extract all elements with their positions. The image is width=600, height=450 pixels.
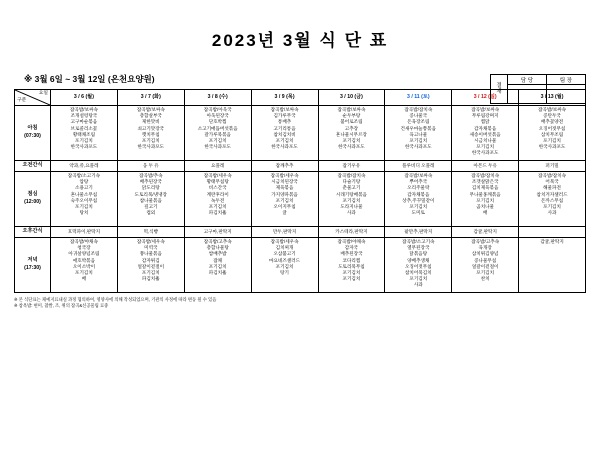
day-header-3: 3 / 9 (목) bbox=[251, 90, 318, 106]
menu-item: 닭도리탕 bbox=[141, 185, 160, 191]
menu-item: 한국사과포도 bbox=[471, 150, 499, 156]
menu-item: 삼치튀김양념 bbox=[471, 251, 499, 257]
menu-item: 한국사과포도 bbox=[204, 144, 231, 150]
menu-item: 오징어젓무침 bbox=[404, 263, 432, 269]
menu-item: 해물파전 bbox=[543, 185, 561, 191]
menu-item: 계란후라이 bbox=[206, 191, 229, 197]
menu-item: 무나물홍깨볶음 bbox=[469, 191, 501, 197]
menu-cell: 웅 두 유 bbox=[117, 161, 184, 172]
menu-item-list bbox=[119, 173, 183, 225]
menu-cell bbox=[452, 106, 519, 161]
menu-item: 시금치나물 bbox=[474, 137, 497, 143]
menu-item: 한국사과포도 bbox=[338, 144, 365, 150]
menu-cell: 플루비디 오플레 bbox=[385, 161, 452, 172]
menu-cell bbox=[184, 106, 251, 161]
menu-item-list bbox=[386, 239, 450, 291]
menu-item: 사과 bbox=[547, 210, 557, 216]
menu-document-page bbox=[0, 26, 600, 450]
menu-cell: 떡,식빵 bbox=[117, 227, 184, 238]
menu-item: 잡곡밥/보싸속 bbox=[337, 107, 366, 112]
menu-item: 잡곡밥/소고기속 bbox=[402, 239, 435, 244]
menu-item-list bbox=[186, 173, 250, 225]
menu-item: 아욱된장국 bbox=[206, 113, 229, 119]
menu-item: 잡곡밥/세우속 bbox=[270, 173, 299, 178]
menu-item-list bbox=[186, 107, 250, 159]
menu-item: 쭝나물볶음 bbox=[139, 251, 162, 257]
menu-item: 오리주물락 bbox=[407, 185, 430, 191]
row-label-아침: 아침 (07:30) bbox=[15, 106, 51, 161]
menu-item: 감귤,판딱지 bbox=[540, 239, 564, 244]
menu-item: 열무된장국 bbox=[407, 245, 430, 251]
menu-item: 마요네즈샐러드 bbox=[269, 257, 301, 263]
menu-item: 잡곡밥/세우속 bbox=[136, 239, 165, 244]
menu-item: 콩나물무침 bbox=[474, 257, 497, 263]
menu-item: 귤 bbox=[282, 210, 287, 216]
menu-item: 포기김치 bbox=[75, 269, 93, 275]
menu-item: 잡곡밥/야채속 bbox=[337, 239, 366, 244]
menu-row-오전간식 bbox=[15, 161, 586, 172]
approval-stamp-box bbox=[490, 74, 586, 104]
menu-item: 포기김치 bbox=[342, 137, 361, 143]
menu-item: 오징어젓무침 bbox=[538, 125, 566, 131]
menu-item-list bbox=[320, 173, 384, 225]
menu-item: 어묵국 bbox=[545, 179, 559, 185]
menu-item-list bbox=[52, 173, 116, 225]
menu-item: 잡곡밥/고추속 bbox=[203, 239, 232, 244]
menu-item: 시래기탕배볶음 bbox=[335, 191, 367, 197]
menu-item: 황태무침탕 bbox=[206, 179, 229, 185]
approval-signature-area bbox=[547, 85, 585, 103]
menu-item: 파김치훌 bbox=[208, 210, 227, 216]
menu-cell bbox=[318, 172, 385, 227]
menu-item-list bbox=[253, 173, 317, 225]
menu-cell bbox=[184, 172, 251, 227]
menu-item: 잡곡밥/세우속 bbox=[203, 173, 232, 178]
menu-item: 닭볶음탕 bbox=[409, 251, 428, 257]
approval-columns bbox=[508, 75, 585, 103]
menu-item: 포기김치 bbox=[275, 263, 294, 269]
menu-item: 건새우마늘쫑볶음 bbox=[400, 125, 437, 131]
menu-item: 녹두전 bbox=[211, 197, 225, 203]
menu-item-list bbox=[119, 239, 183, 291]
menu-item: 포기김치 bbox=[208, 137, 227, 143]
menu-item: 사과 bbox=[346, 210, 356, 216]
menu-item: 잡곡밥/세우속 bbox=[270, 239, 299, 244]
menu-item: 탕치 bbox=[79, 210, 89, 216]
menu-item: 도토리묵무침 bbox=[338, 263, 365, 269]
approval-column-header: 담 당 bbox=[508, 75, 546, 85]
day-header-6: 3 / 12 (일) bbox=[452, 90, 519, 106]
menu-item: 탕기 bbox=[280, 269, 289, 275]
menu-cell-empty bbox=[519, 227, 586, 238]
menu-item: 코다리찜 bbox=[342, 257, 361, 263]
menu-item-list bbox=[52, 239, 116, 291]
menu-item: 청국장 bbox=[77, 245, 91, 251]
menu-item: 포기김치 bbox=[476, 197, 495, 203]
menu-item: 잡곡밥/고추속 bbox=[471, 239, 500, 244]
menu-cell: 잡기우유 bbox=[318, 161, 385, 172]
day-header-0: 3 / 6 (월) bbox=[51, 90, 118, 106]
menu-item: 소용고기 bbox=[75, 185, 93, 191]
menu-item: 포기김치 bbox=[342, 269, 361, 275]
menu-item: 가지양파볶음 bbox=[271, 191, 298, 197]
menu-item: 감자채볶음 bbox=[474, 125, 497, 131]
menu-item: 총합살부국 bbox=[139, 113, 162, 119]
menu-item: 참치어묵김치 bbox=[404, 269, 432, 275]
row-label-점심: 점심 (12:00) bbox=[15, 172, 51, 227]
menu-item: 콩나물국 bbox=[409, 113, 428, 119]
menu-item: 소고기매듭버섯볶음 bbox=[197, 125, 238, 131]
menu-item: 포기김치 bbox=[543, 137, 561, 143]
menu-item: 포기김치 bbox=[476, 144, 495, 150]
menu-cell bbox=[117, 238, 184, 293]
menu-item: 얼갈이겉절이 bbox=[471, 263, 499, 269]
menu-item: 뿌어추국 bbox=[409, 179, 428, 185]
menu-item: 참치겨자샐러드 bbox=[536, 191, 568, 197]
menu-item: 오삼불고기 bbox=[273, 251, 296, 257]
menu-cell: 약과,쥬,요플레 bbox=[51, 161, 118, 172]
menu-item: 단호박찜 bbox=[208, 119, 227, 125]
menu-item: 한국사과포도 bbox=[137, 144, 165, 150]
menu-item: 포기김치 bbox=[141, 269, 160, 275]
menu-item: 쌈배추밥 bbox=[208, 251, 227, 257]
menu-item: 잡곡밥/잡치속 bbox=[538, 173, 567, 178]
menu-item: 포기김치 bbox=[342, 197, 361, 203]
menu-item: 한국사과포도 bbox=[70, 144, 98, 150]
menu-cell: 카스테라,판딱지 bbox=[318, 227, 385, 238]
menu-cell bbox=[51, 172, 118, 227]
menu-cell: 잡깨추추 bbox=[251, 161, 318, 172]
menu-item: 포기김치 bbox=[409, 276, 428, 282]
approval-label: 결 재 bbox=[491, 75, 508, 103]
menu-item: 김가루무국 bbox=[273, 113, 296, 119]
menu-item: 한국사과포도 bbox=[404, 144, 432, 150]
menu-item: 흔나물소무침 bbox=[70, 191, 98, 197]
menu-item: 고추장 bbox=[344, 125, 359, 131]
menu-item-list bbox=[320, 239, 384, 291]
menu-item: 도토리묵/냉냉장 bbox=[134, 191, 167, 197]
menu-item: 잡채 bbox=[213, 257, 223, 263]
menu-item: 포기김치 bbox=[208, 263, 227, 269]
menu-cell bbox=[385, 172, 452, 227]
menu-item: 찬치 bbox=[480, 276, 490, 282]
menu-item: 잡곡밥/야채속 bbox=[69, 239, 98, 244]
menu-item-list bbox=[453, 107, 517, 159]
period-label: ※ 3월 6일 ~ 3월 12일 (온천요양원) bbox=[24, 74, 155, 84]
menu-item-list bbox=[119, 107, 183, 159]
menu-item: 조갯살맑은국 bbox=[471, 179, 499, 185]
menu-item: 포기김치 bbox=[409, 203, 428, 209]
menu-cell bbox=[452, 238, 519, 293]
approval-column-header: 팀 장 bbox=[547, 75, 585, 85]
menu-item: 잡곡밥/보싸속 bbox=[136, 107, 165, 112]
menu-item: 돈까스무침 bbox=[540, 197, 564, 203]
menu-item: 돈육장조림 bbox=[407, 119, 430, 125]
corner-label-day: 요일 bbox=[38, 90, 48, 96]
day-header-4: 3 / 10 (금) bbox=[318, 90, 385, 106]
menu-item: 감자채볶음 bbox=[407, 191, 430, 197]
day-header-1: 3 / 7 (화) bbox=[117, 90, 184, 106]
menu-item: 포기김치 bbox=[476, 269, 495, 275]
menu-item: 춘물고기 bbox=[342, 185, 361, 191]
menu-cell bbox=[318, 238, 385, 293]
menu-item: 잡곡밥/보싸속 bbox=[538, 107, 567, 112]
menu-item-list bbox=[453, 173, 517, 225]
menu-row-저녁 bbox=[15, 238, 586, 293]
menu-item: 아귀살양념조림 bbox=[68, 251, 100, 257]
menu-item: 고구마순볶음 bbox=[70, 119, 98, 125]
menu-item: 상추,주꾸밀같이 bbox=[402, 197, 435, 203]
menu-item: 곰치나물 bbox=[476, 203, 495, 209]
menu-item: 고기리통음 bbox=[273, 125, 296, 131]
menu-item: 잡곡밥/보싸속 bbox=[471, 107, 500, 112]
menu-item: 포기김치 bbox=[543, 203, 561, 209]
day-header-7: 3 / 13 (월) bbox=[519, 90, 586, 106]
menu-item: 김치찌개 bbox=[275, 245, 294, 251]
menu-table bbox=[14, 89, 586, 293]
menu-cell bbox=[117, 172, 184, 227]
footnote-2: ※ 참옥밥: 현미, 찹쌀, 조, 퀴의 잡곡&신공물림 료중 bbox=[14, 303, 109, 309]
menu-item: 배추된장국 bbox=[340, 251, 363, 257]
menu-item: 갈가루묵볶음 bbox=[204, 131, 231, 137]
menu-item: 포기김치 bbox=[141, 137, 160, 143]
menu-item: 도미토 bbox=[411, 210, 425, 216]
menu-item: 찜닭 bbox=[480, 119, 490, 125]
menu-cell bbox=[519, 106, 586, 161]
menu-cell: 고구마,판딱지 bbox=[184, 227, 251, 238]
menu-item: 비스간국 bbox=[208, 185, 227, 191]
menu-item: 포기김치 bbox=[342, 276, 361, 282]
menu-item: 배 bbox=[81, 276, 87, 282]
menu-item: 파김치훌 bbox=[208, 269, 227, 275]
menu-row-점심 bbox=[15, 172, 586, 227]
menu-row-아침 bbox=[15, 106, 586, 161]
menu-item-list bbox=[52, 107, 116, 159]
menu-item: 포기김치 bbox=[275, 197, 294, 203]
menu-cell bbox=[519, 172, 586, 227]
menu-item: 육개장 bbox=[478, 245, 492, 251]
menu-item: 불어로조림 bbox=[340, 119, 363, 125]
menu-cell bbox=[251, 172, 318, 227]
menu-item: 한국사과포도 bbox=[538, 144, 566, 150]
menu-item: 얼갈이겉절이 bbox=[137, 263, 165, 269]
menu-cell bbox=[385, 106, 452, 161]
day-header-2: 3 / 8 (수) bbox=[184, 90, 251, 106]
table-corner-cell bbox=[15, 90, 51, 106]
menu-item: 김치제육볶음 bbox=[471, 185, 499, 191]
menu-item: 숙주오이무침 bbox=[70, 197, 98, 203]
menu-item-list bbox=[520, 173, 584, 225]
menu-item: 포기김치 bbox=[409, 137, 428, 143]
menu-cell bbox=[318, 106, 385, 161]
menu-item: 잡곡밥/추속 bbox=[139, 173, 163, 178]
menu-item: 조개설렁탕국 bbox=[70, 113, 98, 119]
menu-item: 삼치무조림 bbox=[540, 131, 564, 137]
menu-item: 육고나물 bbox=[409, 131, 428, 137]
menu-item: 잡곡밥/잡치속 bbox=[337, 173, 366, 178]
menu-cell bbox=[519, 238, 586, 293]
menu-item: 깻치무침 bbox=[141, 131, 160, 137]
menu-item: 새송이버섯볶음 bbox=[469, 131, 501, 137]
menu-item: 잡곡밥/잡치속 bbox=[404, 107, 433, 112]
menu-item: 잡곡밥/아욱국 bbox=[203, 107, 232, 112]
menu-item: 애호박볶음 bbox=[72, 257, 96, 263]
menu-item: 시금치된장국 bbox=[271, 179, 298, 185]
menu-cell bbox=[251, 238, 318, 293]
menu-item-list bbox=[520, 107, 584, 159]
page-title: 2023년 3월 식 단 표 bbox=[211, 31, 389, 50]
menu-cell bbox=[117, 106, 184, 161]
menu-item: 제한맛비 bbox=[141, 119, 160, 125]
menu-cell bbox=[184, 238, 251, 293]
menu-item: 압탕 bbox=[79, 179, 89, 185]
menu-item: 다슬기탕 bbox=[342, 179, 361, 185]
footnote-1: ※ 본 식단표는 채예지료내실 과정 협의하여, 영양사에 의해 작성되었으며, 기관의 사정에 따라 변동 될 수 있음 bbox=[14, 297, 217, 302]
menu-cell: 아몬드 두유 bbox=[452, 161, 519, 172]
menu-item-list bbox=[386, 107, 450, 159]
row-label-오후간식: 오후간식 bbox=[15, 227, 51, 238]
menu-item: 포기김치 bbox=[75, 203, 93, 209]
approval-column-teamlead bbox=[546, 75, 585, 103]
row-label-오전간식: 오전간식 bbox=[15, 161, 51, 172]
menu-cell bbox=[385, 238, 452, 293]
menu-item: 양배추생채 bbox=[407, 257, 430, 263]
menu-item: 미역국 bbox=[144, 245, 158, 251]
menu-item: 오이지무침 bbox=[273, 203, 296, 209]
menu-item-list bbox=[520, 239, 584, 291]
menu-item: 잡곡밥/보싸속 bbox=[404, 173, 433, 178]
menu-item: 배 bbox=[482, 210, 488, 216]
day-header-5: 3 / 11 (토) bbox=[385, 90, 452, 106]
menu-cell: 감귤,판딱지 bbox=[452, 227, 519, 238]
menu-item: 포기김치 bbox=[275, 137, 294, 143]
menu-item: 오이소박이 bbox=[72, 263, 96, 269]
menu-item: 잡곡밥/잡치속 bbox=[471, 173, 500, 178]
menu-item: 포기김치 bbox=[75, 137, 93, 143]
approval-column-manager bbox=[508, 75, 546, 103]
menu-item-list bbox=[186, 239, 250, 291]
menu-item: 황태채조림 bbox=[72, 131, 96, 137]
menu-cell: 만두,판딱지 bbox=[251, 227, 318, 238]
menu-item: 잡곡밥/보싸속 bbox=[270, 107, 299, 112]
menu-item: 파김치훌 bbox=[141, 276, 160, 282]
menu-item-list bbox=[253, 239, 317, 291]
menu-cell: 요플레 bbox=[184, 161, 251, 172]
menu-item: 쇠고기맛장국 bbox=[137, 125, 165, 131]
menu-item: 도라지나물 bbox=[340, 203, 363, 209]
menu-item: 잡곡밥/보싸속 bbox=[69, 107, 98, 112]
menu-item: 감자국 bbox=[344, 245, 359, 251]
menu-item-list bbox=[386, 173, 450, 225]
footnotes bbox=[14, 297, 586, 310]
menu-cell bbox=[51, 106, 118, 161]
menu-cell: 퍼기밀 bbox=[519, 161, 586, 172]
menu-item: 배추된장국 bbox=[139, 179, 162, 185]
menu-cell bbox=[51, 238, 118, 293]
menu-item: 총합나물탕 bbox=[206, 245, 229, 251]
menu-row-오후간식 bbox=[15, 227, 586, 238]
menu-cell bbox=[452, 172, 519, 227]
menu-item-list bbox=[253, 107, 317, 159]
menu-item: 참나물볶음 bbox=[139, 197, 162, 203]
menu-item: 콩탄두국 bbox=[543, 113, 561, 119]
menu-item: 통배추 bbox=[277, 119, 292, 125]
menu-item: 흔나물시무르장 bbox=[335, 131, 367, 137]
menu-item: 컵외 bbox=[146, 210, 156, 216]
menu-item: 사과 bbox=[413, 282, 423, 288]
menu-item: 무루림강며지 bbox=[471, 113, 499, 119]
approval-signature-area bbox=[508, 85, 546, 103]
row-label-저녁: 저녁 (17:30) bbox=[15, 238, 51, 293]
menu-item: 포기김치 bbox=[208, 203, 227, 209]
menu-item: 감자튀김 bbox=[141, 257, 160, 263]
menu-cell: 호떡파이,판딱지 bbox=[51, 227, 118, 238]
corner-label-category: 구분 bbox=[17, 98, 27, 104]
menu-item: 브로콜리소꽃 bbox=[70, 125, 98, 131]
menu-item: 깊고기 bbox=[144, 203, 158, 209]
menu-item: 배추꽃양전 bbox=[540, 119, 564, 125]
menu-item-list bbox=[320, 107, 384, 159]
menu-item: 참치김치비 bbox=[273, 131, 296, 137]
menu-item: 제육볶음 bbox=[275, 185, 294, 191]
menu-item-list bbox=[453, 239, 517, 291]
menu-item: 한국사과포도 bbox=[271, 144, 298, 150]
menu-cell: 팥만추,판딱지 bbox=[385, 227, 452, 238]
menu-cell bbox=[251, 106, 318, 161]
menu-item: 잡곡밥/소고기속 bbox=[67, 173, 101, 178]
menu-item: 순두부탕 bbox=[342, 113, 361, 119]
